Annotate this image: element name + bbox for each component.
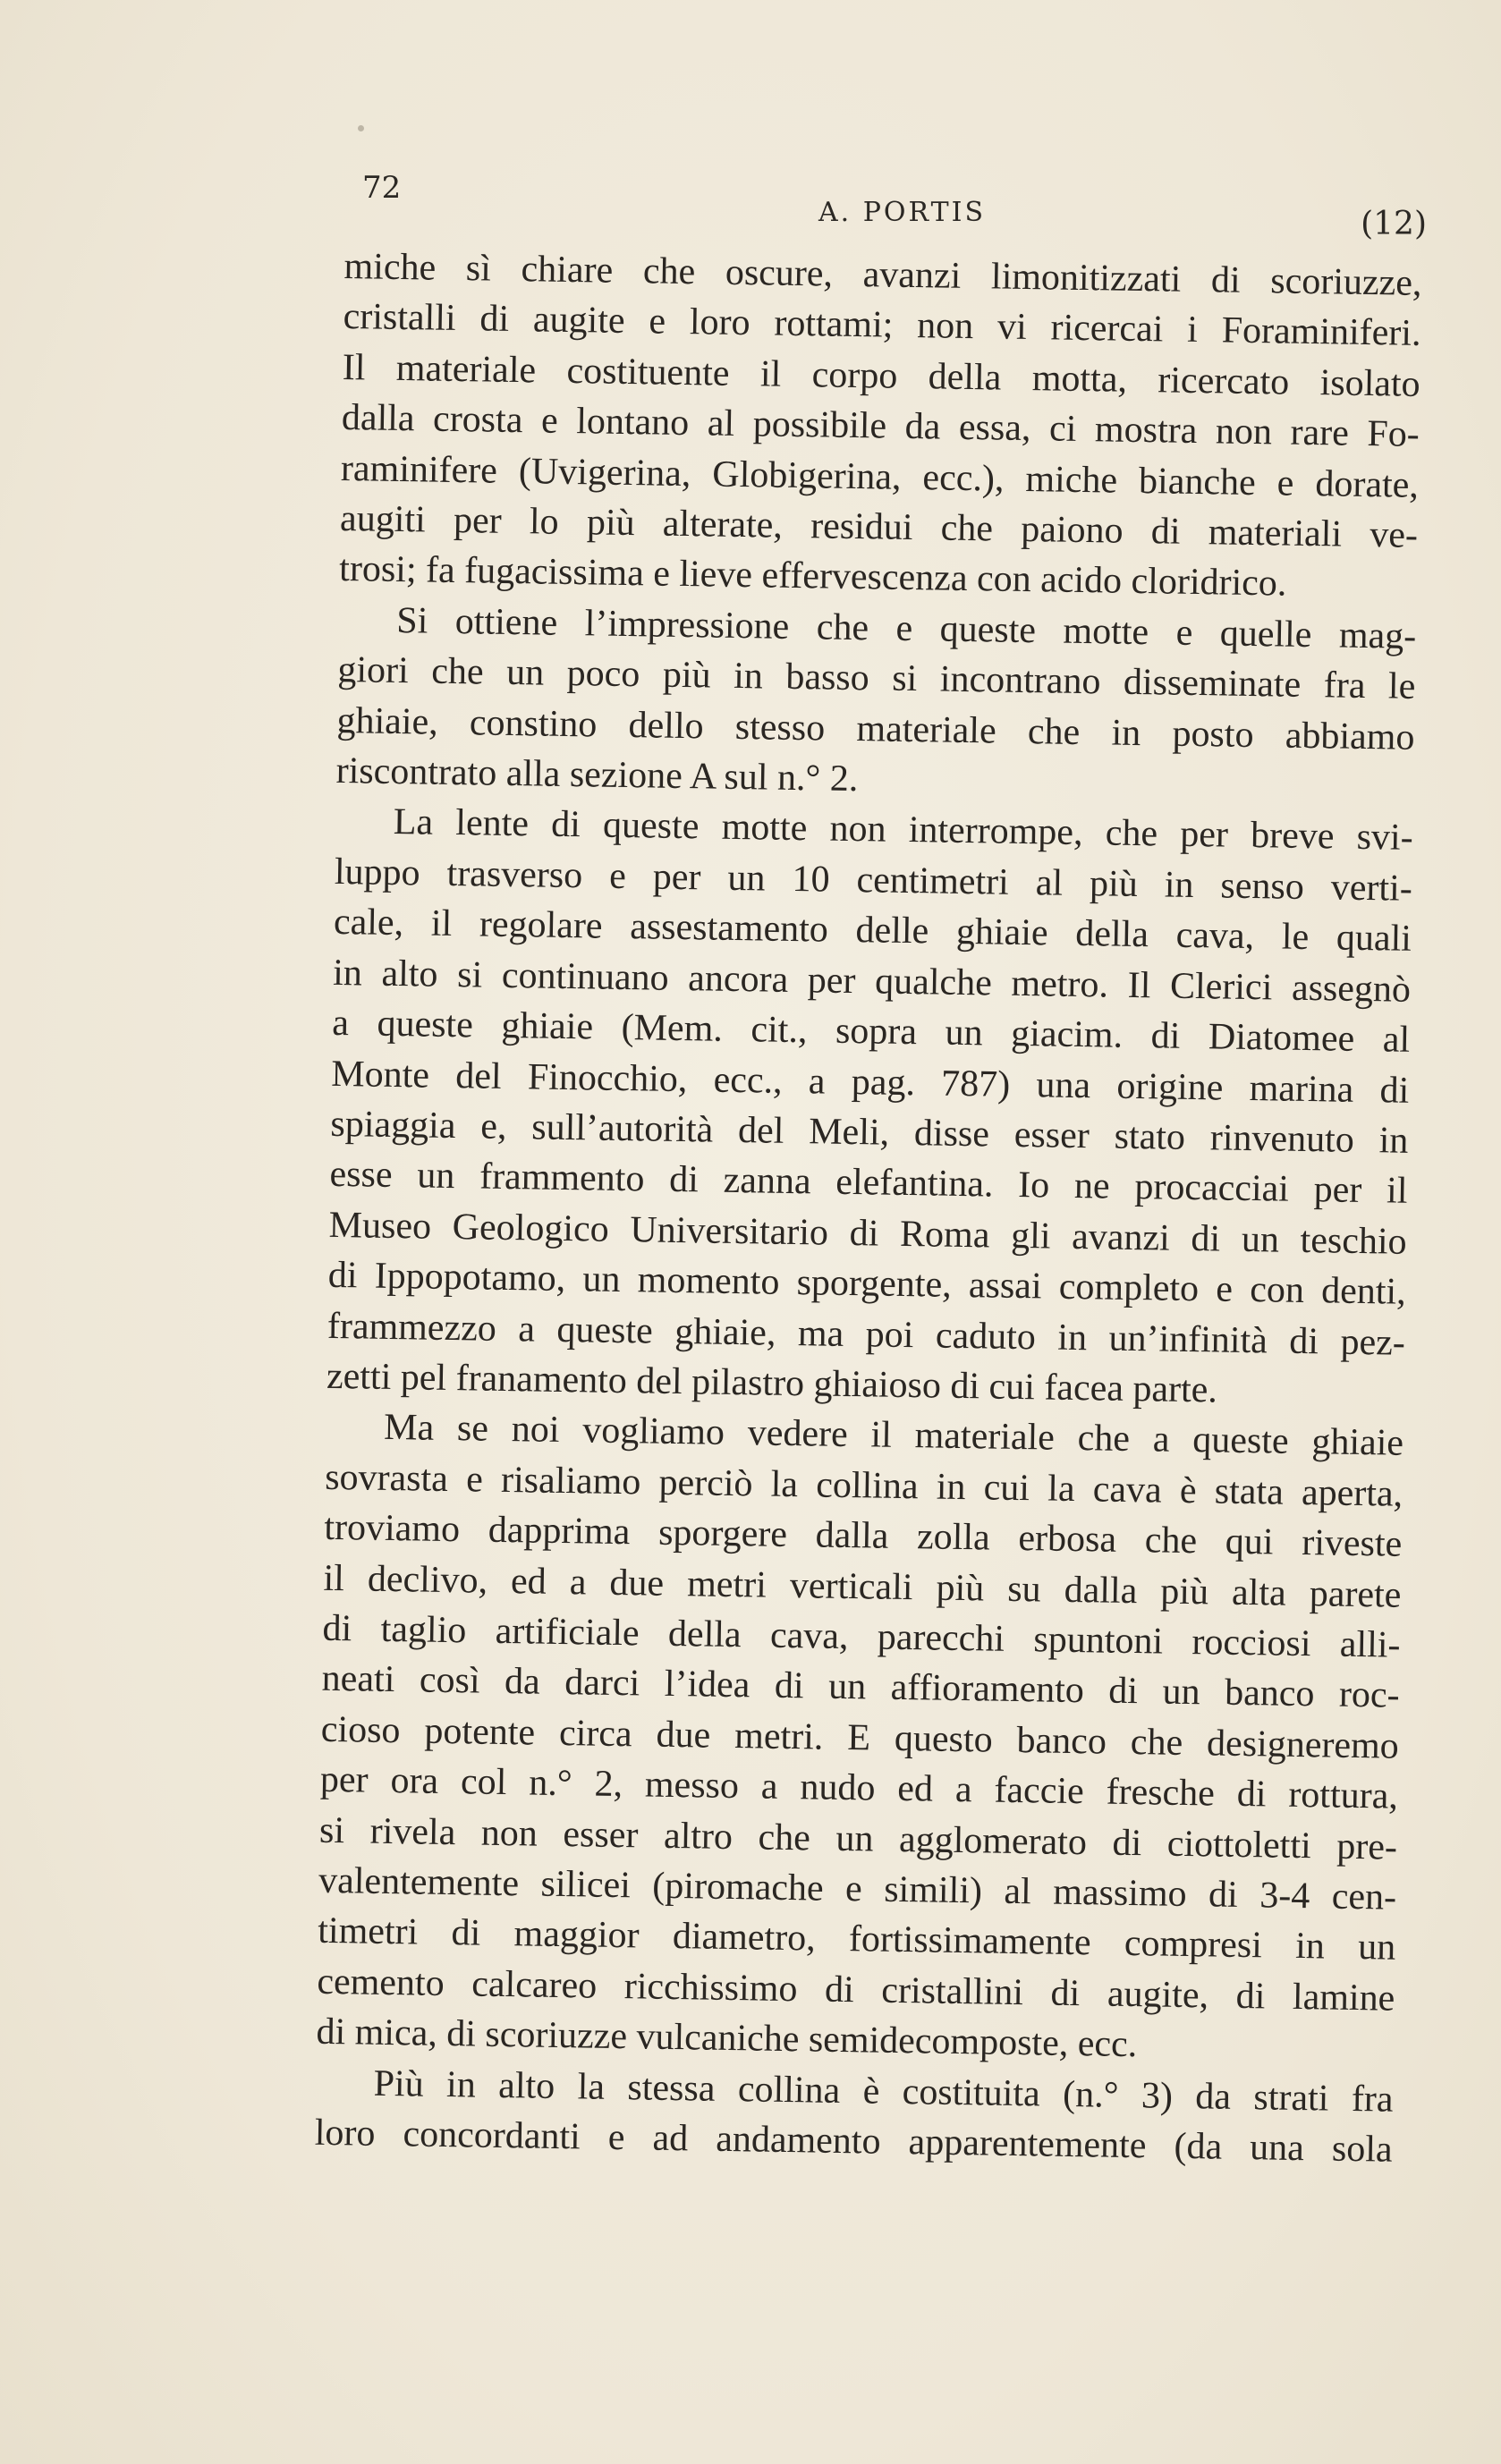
text-line: valentemente silicei (piromache e simili) al massimo di 3-4 cen- xyxy=(318,1859,1397,1918)
text-line: loro concordanti e ad andamento apparentemente (da una sola xyxy=(314,2112,1393,2171)
text-line: Il materiale costituente il corpo della motta, ricercato isolato xyxy=(342,346,1421,405)
text-line: giori che un poco più in basso si incontrano disseminate fra le xyxy=(337,649,1416,708)
text-line: dalla crosta e lontano al possibile da essa, ci mostra non rare Fo- xyxy=(341,397,1420,456)
text-line: cioso potente circa due metri. E questo banco che designeremo xyxy=(320,1708,1400,1767)
body-text xyxy=(314,241,1422,2175)
text-line: a queste ghiaie (Mem. cit., sopra un giacim. di Diatomee al xyxy=(331,1002,1411,1061)
paper-speck xyxy=(358,125,364,131)
text-line: cale, il regolare assestamento delle ghiaie della cava, le quali xyxy=(333,902,1412,961)
text-line: di Ippopotamo, un momento sporgente, assai completo e con denti, xyxy=(327,1254,1407,1313)
text-line: zetti pel franamento del pilastro ghiaioso di cui facea parte. xyxy=(326,1355,1218,1411)
text-line: in alto si continuano ancora per qualche metro. Il Clerici assegnò xyxy=(332,952,1412,1011)
text-line: ghiaie, constino dello stesso materiale che in posto abbiamo xyxy=(336,699,1415,758)
text-line: di mica, di scoriuzze vulcaniche semidecomposte, ecc. xyxy=(316,2011,1138,2066)
text-line: si rivela non esser altro che un agglomerato di ciottoletti pre- xyxy=(318,1809,1398,1868)
text-line: sovrasta e risaliamo perciò la collina in cui la cava è stata aperta, xyxy=(324,1456,1403,1515)
page-header xyxy=(353,170,1427,241)
text-line: cemento calcareo ricchissimo di cristallini di augite, di lamine xyxy=(317,1960,1395,2019)
text-line: La lente di queste motte non interrompe, che per breve svi- xyxy=(393,801,1414,859)
running-head: A. PORTIS xyxy=(818,197,986,228)
text-line: Monte del Finocchio, ecc., a pag. 787) una origine marina di xyxy=(331,1053,1410,1112)
text-line: di taglio artificiale della cava, parecchi spuntoni rocciosi alli- xyxy=(322,1607,1401,1666)
text-line: Ma se noi vogliamo vedere il materiale che a queste ghiaie xyxy=(383,1407,1404,1465)
text-line: frammezzo a queste ghiaie, ma poi caduto in un’infinità di pez- xyxy=(326,1305,1406,1364)
text-line: cristalli di augite e loro rottami; non vi ricercai i Foraminiferi. xyxy=(343,296,1421,355)
text-line: per ora col n.° 2, messo a nudo ed a faccie fresche di rottura, xyxy=(319,1758,1399,1817)
text-line: riscontrato alla sezione A sul n.° 2. xyxy=(335,749,859,800)
page-number: 72 xyxy=(362,170,402,206)
text-line: spiaggia e, sull’autorità del Meli, disse esser stato rinvenuto in xyxy=(330,1103,1409,1162)
text-line: neati così da darci l’idea di un affioramento di un banco roc- xyxy=(321,1658,1400,1717)
text-line: miche sì chiare che oscure, avanzi limonitizzati di scoriuzze, xyxy=(343,245,1422,304)
text-line: esse un frammento di zanna elefantina. Io ne procacciai per il xyxy=(329,1154,1408,1213)
text-line: timetri di maggior diametro, fortissimamente compresi in un xyxy=(317,1910,1396,1969)
text-line: Più in alto la stessa collina è costituita (n.° 3) da strati fra xyxy=(373,2062,1394,2121)
text-line: Museo Geologico Universitario di Roma gli avanzi di un teschio xyxy=(328,1204,1407,1263)
text-line: Si ottiene l’impressione che e queste motte e quelle mag- xyxy=(395,599,1417,657)
text-line: trosi; fa fugacissima e lieve effervescenza con acido cloridrico. xyxy=(338,548,1287,605)
text-line: augiti per lo più alterate, residui che paiono di materiali ve- xyxy=(339,497,1419,556)
text-line: il declivo, ed a due metri verticali più su dalla più alta parete xyxy=(323,1557,1402,1616)
section-number: (12) xyxy=(1361,206,1427,242)
text-line: luppo trasverso e per un 10 centimetri al più in senso verti- xyxy=(334,851,1413,910)
text-line: troviamo dapprima sporgere dalla zolla erbosa che qui riveste xyxy=(324,1506,1403,1565)
text-line: raminifere (Uvigerina, Globigerina, ecc.), miche bianche e dorate, xyxy=(340,447,1420,506)
